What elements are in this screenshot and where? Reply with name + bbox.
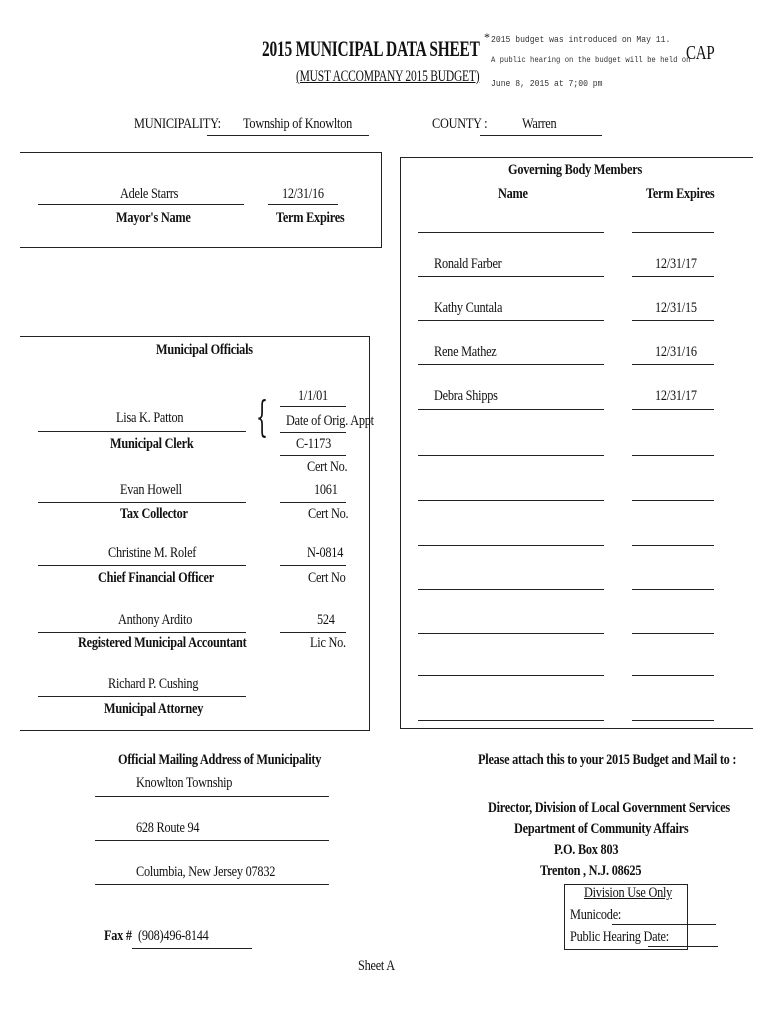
member-line — [418, 500, 604, 501]
municipality-value: Township of Knowlton — [243, 116, 353, 132]
member-line — [418, 720, 604, 721]
page-title: 2015 MUNICIPAL DATA SHEET — [262, 36, 480, 61]
member-name: Kathy Cuntala — [434, 300, 503, 316]
mayor-term: 12/31/16 — [282, 186, 324, 202]
member-term-line — [632, 633, 714, 634]
mayor-term-label: Term Expires — [276, 210, 345, 226]
mailing-title: Official Mailing Address of Municipality — [118, 752, 322, 768]
clerk-cert-label: Cert No. — [307, 459, 348, 475]
member-line — [418, 675, 604, 676]
member-term-line — [632, 276, 714, 277]
member-term-line — [632, 455, 714, 456]
cfo-name: Christine M. Rolef — [108, 545, 197, 561]
attorney-role: Municipal Attorney — [104, 701, 204, 717]
tax-collector-cert-underline — [280, 502, 346, 503]
mailing-line1: Knowlton Township — [136, 775, 233, 791]
page-subtitle: (MUST ACCOMPANY 2015 BUDGET) — [296, 68, 480, 85]
fax-underline — [132, 948, 252, 949]
sheet-label: Sheet A — [358, 958, 395, 974]
tax-collector-underline — [38, 502, 246, 503]
member-name: Ronald Farber — [434, 256, 502, 272]
budget-note-line2: A public hearing on the budget will be held on — [491, 55, 691, 65]
accountant-lic-label: Lic No. — [310, 635, 346, 651]
member-term-line — [632, 500, 714, 501]
clerk-name: Lisa K. Patton — [116, 410, 184, 426]
member-line — [418, 276, 604, 277]
governing-body-box — [400, 157, 753, 729]
member-term-line — [632, 720, 714, 721]
tax-collector-name: Evan Howell — [120, 482, 182, 498]
tax-collector-cert-label: Cert No. — [308, 506, 349, 522]
attach-instruction: Please attach this to your 2015 Budget and Mail to : — [478, 752, 737, 768]
mayor-term-underline — [268, 204, 338, 205]
clerk-appt-label: Date of Orig. Appt — [286, 413, 374, 429]
officials-title: Municipal Officials — [156, 342, 253, 358]
mail-to-line1: Director, Division of Local Government Services — [488, 800, 730, 816]
member-term-line — [632, 409, 714, 410]
mailing-line3-underline — [95, 884, 329, 885]
member-term-line — [632, 545, 714, 546]
fax-number: (908)496-8144 — [138, 928, 209, 944]
cfo-cert: N-0814 — [307, 545, 344, 561]
cfo-cert-label: Cert No — [308, 570, 346, 586]
municode-label: Municode: — [570, 907, 622, 923]
mail-to-line2: Department of Community Affairs — [514, 821, 689, 837]
mail-to-line3: P.O. Box 803 — [554, 842, 619, 858]
municipality-underline — [207, 135, 369, 136]
name-column-header: Name — [498, 186, 528, 202]
cfo-underline — [38, 565, 246, 566]
accountant-lic-underline — [280, 632, 346, 633]
member-line — [418, 409, 604, 410]
mailing-line2-underline — [95, 840, 329, 841]
member-term-line — [632, 364, 714, 365]
budget-note-line1: 2015 budget was introduced on May 11. — [491, 34, 671, 45]
member-line — [418, 232, 604, 233]
public-hearing-date-line — [648, 946, 718, 947]
mailing-line2: 628 Route 94 — [136, 820, 200, 836]
member-line — [418, 545, 604, 546]
cfo-cert-underline — [280, 565, 346, 566]
attorney-underline — [38, 696, 246, 697]
county-underline — [480, 135, 602, 136]
cap-label: CAP — [686, 42, 715, 64]
note-asterisk: * — [484, 30, 490, 44]
accountant-lic: 524 — [317, 612, 335, 628]
tax-collector-role: Tax Collector — [120, 506, 188, 522]
county-value: Warren — [522, 116, 557, 132]
cfo-role: Chief Financial Officer — [98, 570, 214, 586]
mayor-name-label: Mayor's Name — [116, 210, 191, 226]
member-term-line — [632, 320, 714, 321]
mayor-name: Adele Starrs — [120, 186, 179, 202]
mailing-line1-underline — [95, 796, 329, 797]
clerk-role: Municipal Clerk — [110, 436, 194, 452]
member-term-line — [632, 675, 714, 676]
clerk-appt-date-underline — [280, 406, 346, 407]
fax-label: Fax # — [104, 928, 132, 944]
public-hearing-date-label: Public Hearing Date: — [570, 929, 669, 945]
member-term: 12/31/16 — [655, 344, 697, 360]
clerk-name-underline — [38, 431, 246, 432]
member-term-line — [632, 232, 714, 233]
member-term-line — [632, 589, 714, 590]
mailing-line3: Columbia, New Jersey 07832 — [136, 864, 276, 880]
mail-to-line4: Trenton , N.J. 08625 — [540, 863, 642, 879]
member-name: Debra Shipps — [434, 388, 498, 404]
clerk-cert-underline — [280, 455, 346, 456]
municipality-label: MUNICIPALITY: — [134, 116, 221, 132]
tax-collector-cert: 1061 — [314, 482, 338, 498]
brace-icon: { — [256, 392, 269, 441]
accountant-name: Anthony Ardito — [118, 612, 193, 628]
clerk-appt-label-underline — [280, 432, 346, 433]
governing-body-title: Governing Body Members — [508, 162, 642, 178]
attorney-name: Richard P. Cushing — [108, 676, 199, 692]
municode-line — [612, 924, 716, 925]
accountant-role: Registered Municipal Accountant — [78, 635, 247, 651]
mayor-name-underline — [38, 204, 244, 205]
member-name: Rene Mathez — [434, 344, 497, 360]
member-term: 12/31/15 — [655, 300, 697, 316]
clerk-appt-date: 1/1/01 — [298, 388, 328, 404]
member-line — [418, 320, 604, 321]
term-column-header: Term Expires — [646, 186, 715, 202]
member-line — [418, 589, 604, 590]
member-line — [418, 455, 604, 456]
county-label: COUNTY : — [432, 116, 488, 132]
mayor-box — [20, 152, 382, 248]
member-line — [418, 633, 604, 634]
accountant-underline — [38, 632, 246, 633]
budget-note-line3: June 8, 2015 at 7;00 pm — [491, 78, 603, 89]
division-use-title: Division Use Only — [584, 885, 673, 901]
member-term: 12/31/17 — [655, 388, 697, 404]
member-line — [418, 364, 604, 365]
clerk-cert: C-1173 — [296, 436, 331, 452]
member-term: 12/31/17 — [655, 256, 697, 272]
